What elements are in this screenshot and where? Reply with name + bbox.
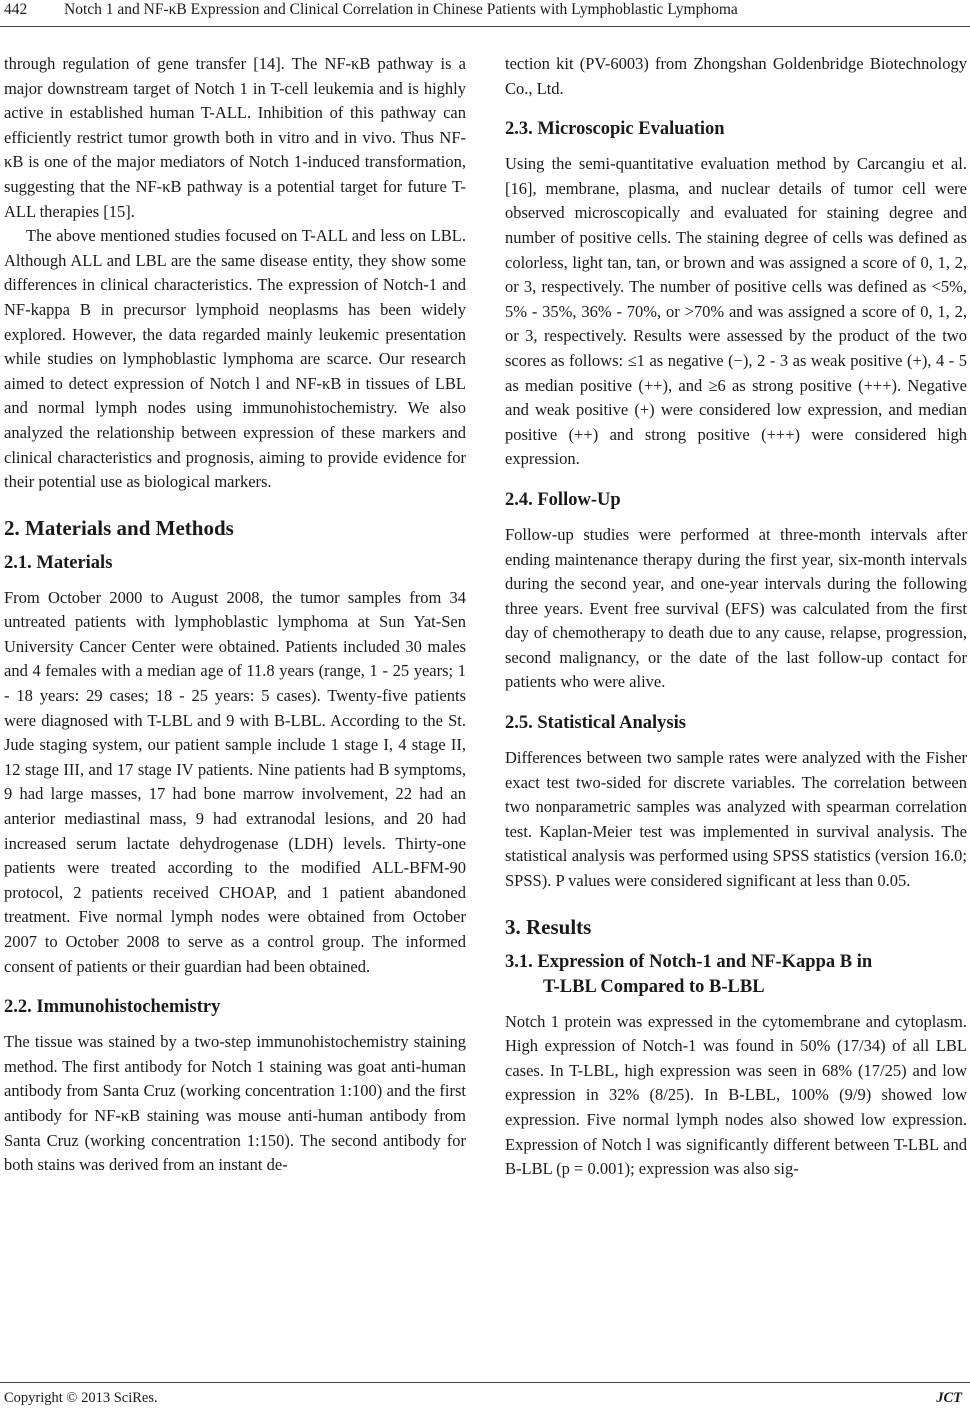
page-number: 442: [4, 1, 28, 18]
subsection-heading-immunohistochemistry: 2.2. Immunohistochemistry: [4, 997, 221, 1018]
paragraph-immunohistochemistry: The tissue was stained by a two-step immunohistochemistry staining method. The first antibody for Notch 1 staining was goat anti-human antibody from Santa Cruz (working concentration 1:100) and the first antibody for NF-κB staining was mouse anti-human antibody from Santa Cruz (working concentration 1:150). The second antibody for both stains was derived from an instant de-: [4, 1032, 466, 1175]
paragraph-statistical-analysis: Differences between two sample rates were analyzed with the Fisher exact test two-sided for discrete variables. The correlation between two nonparametric samples was analyzed with spearman correlation test. Kaplan-Meier test was implemented in survival analysis. The statistical analysis was performed using SPSS statistics (version 16.0; SPSS). P values were considered significant at less than 0.05.: [505, 748, 967, 891]
paragraph-follow-up: Follow-up studies were performed at three-month intervals after ending maintenance therapy during the first year, six-month intervals during the second year, and one-year intervals during the following three years. Event free survival (EFS) was calculated from the first day of chemotherapy to death due to any cause, relapse, progression, second malignancy, or the date of the last follow-up contact for patients who were alive.: [505, 524, 967, 692]
paragraph-microscopic-evaluation: Using the semi-quantitative evaluation method by Carcangiu et al. [16], membrane, plasma, and nuclear details of tumor cell were observed microscopically and evaluated for staining degree and number of positive cells. The staining degree of cells was defined as colorless, light tan, tan, or brown and was assigned a score of 0, 1, 2, or 3, respectively. The number of positive cells was defined as <5%, 5% - 35%, 36% - 70%, or >70% and was assigned a score of 0, 1, 2, or 3, respectively. Results were assessed by the product of the two scores as follows: ≤1 as negative (−), 2 - 3 as weak positive (+), 4 - 5 as median positive (++), and ≥6 as strong positive (+++). Negative and weak positive (+) were considered low expression, and median positive (++) and strong positive (+++) were considered high expression.: [505, 154, 967, 469]
section-heading-results: 3. Results: [505, 914, 592, 939]
subsection-heading-microscopic-evaluation: 2.3. Microscopic Evaluation: [505, 119, 725, 140]
copyright-notice: Copyright © 2013 SciRes.: [4, 1390, 158, 1406]
subsection-heading-materials: 2.1. Materials: [4, 552, 113, 573]
paragraph-intro-aim: The above mentioned studies focused on T-ALL and less on LBL. Although ALL and LBL are the same disease entity, they show some differences in clinical characteristics. The expression of Notch-1 and NF-kappa B in precursor lymphoid neoplasms has been widely explored. However, the data regarded mainly leukemic presentation while studies on lymphoblastic lymphoma are scarce. Our research aimed to detect expression of Notch l and NF-κB in tissues of LBL and normal lymph nodes using immunohistochemistry. We also analyzed the relationship between expression of these markers and clinical characteristics and prognosis, aiming to provide evidence for their potential use as biological markers.: [4, 226, 466, 492]
subsection-heading-follow-up: 2.4. Follow-Up: [505, 489, 621, 510]
page-header: [0, 0, 970, 24]
paragraph-intro-continued: through regulation of gene transfer [14]. The NF-κB pathway is a major downstream target of Notch 1 in T-cell leukemia and is highly active in established human T-ALL. Inhibition of this pathway can efficiently restrict tumor growth both in vitro and in vivo. Thus NF-κB is one of the major mediators of Notch 1-induced transformation, suggesting that the NF-κB pathway is a potential target for future T-ALL therapies [15].: [4, 54, 466, 221]
paragraph-materials: From October 2000 to August 2008, the tumor samples from 34 untreated patients with lymphoblastic lymphoma at Sun Yat-Sen University Cancer Center were obtained. Patients included 30 males and 4 females with a median age of 11.8 years (range, 1 - 25 years; 1 - 18 years: 29 cases; 18 - 25 years: 5 cases). Twenty-five patients were diagnosed with T-LBL and 9 with B-LBL. According to the St. Jude staging system, our patient sample include 1 stage I, 4 stage II, 12 stage III, and 17 stage IV patients. Nine patients had B symptoms, 9 had large masses, 17 had bone marrow involvement, 22 had an anterior mediastinal mass, 9 had extranodal lesions, and 20 had increased serum lactate dehydrogenase (LDH) levels. Thirty-one patients were treated according to the modified ALL-BFM-90 protocol, 2 patients received CHOAP, and 1 patient abandoned treatment. Five normal lymph nodes were obtained from October 2007 to October 2008 to serve as a control group. The informed consent of patients or their guardian had been obtained.: [4, 587, 466, 976]
header-rule: [0, 26, 970, 27]
journal-abbreviation: JCT: [936, 1390, 962, 1406]
paragraph-results-notch1: Notch 1 protein was expressed in the cytomembrane and cytoplasm. High expression of Notch-1 was found in 50% (17/34) of all LBL cases. In T-LBL, high expression was seen in 68% (17/25) and low expression in 32% (8/25). In B-LBL, 100% (9/9) showed low expression. Five normal lymph nodes also showed low expression. Expression of Notch l was significantly different between T-LBL and B-LBL (p = 0.001); expression was also sig-: [505, 1011, 967, 1179]
left-column: [4, 52, 466, 1178]
section-heading-materials-methods: 2. Materials and Methods: [4, 515, 234, 540]
subsection-heading-line-1: 3.1. Expression of Notch-1 and NF-Kappa B in: [505, 951, 873, 972]
paragraph-detection-kit: tection kit (PV-6003) from Zhongshan Goldenbridge Biotechnology Co., Ltd.: [505, 54, 967, 98]
right-column: [505, 52, 967, 1182]
subsection-heading-line-2: T-LBL Compared to B-LBL: [543, 976, 765, 997]
subsection-heading-expression-comparison: [505, 950, 967, 1000]
subsection-heading-statistical-analysis: 2.5. Statistical Analysis: [505, 713, 686, 734]
footer-rule: [0, 1382, 970, 1383]
running-title: Notch 1 and NF-κB Expression and Clinical Correlation in Chinese Patients with Lymphoblastic Lymphoma: [64, 1, 738, 18]
